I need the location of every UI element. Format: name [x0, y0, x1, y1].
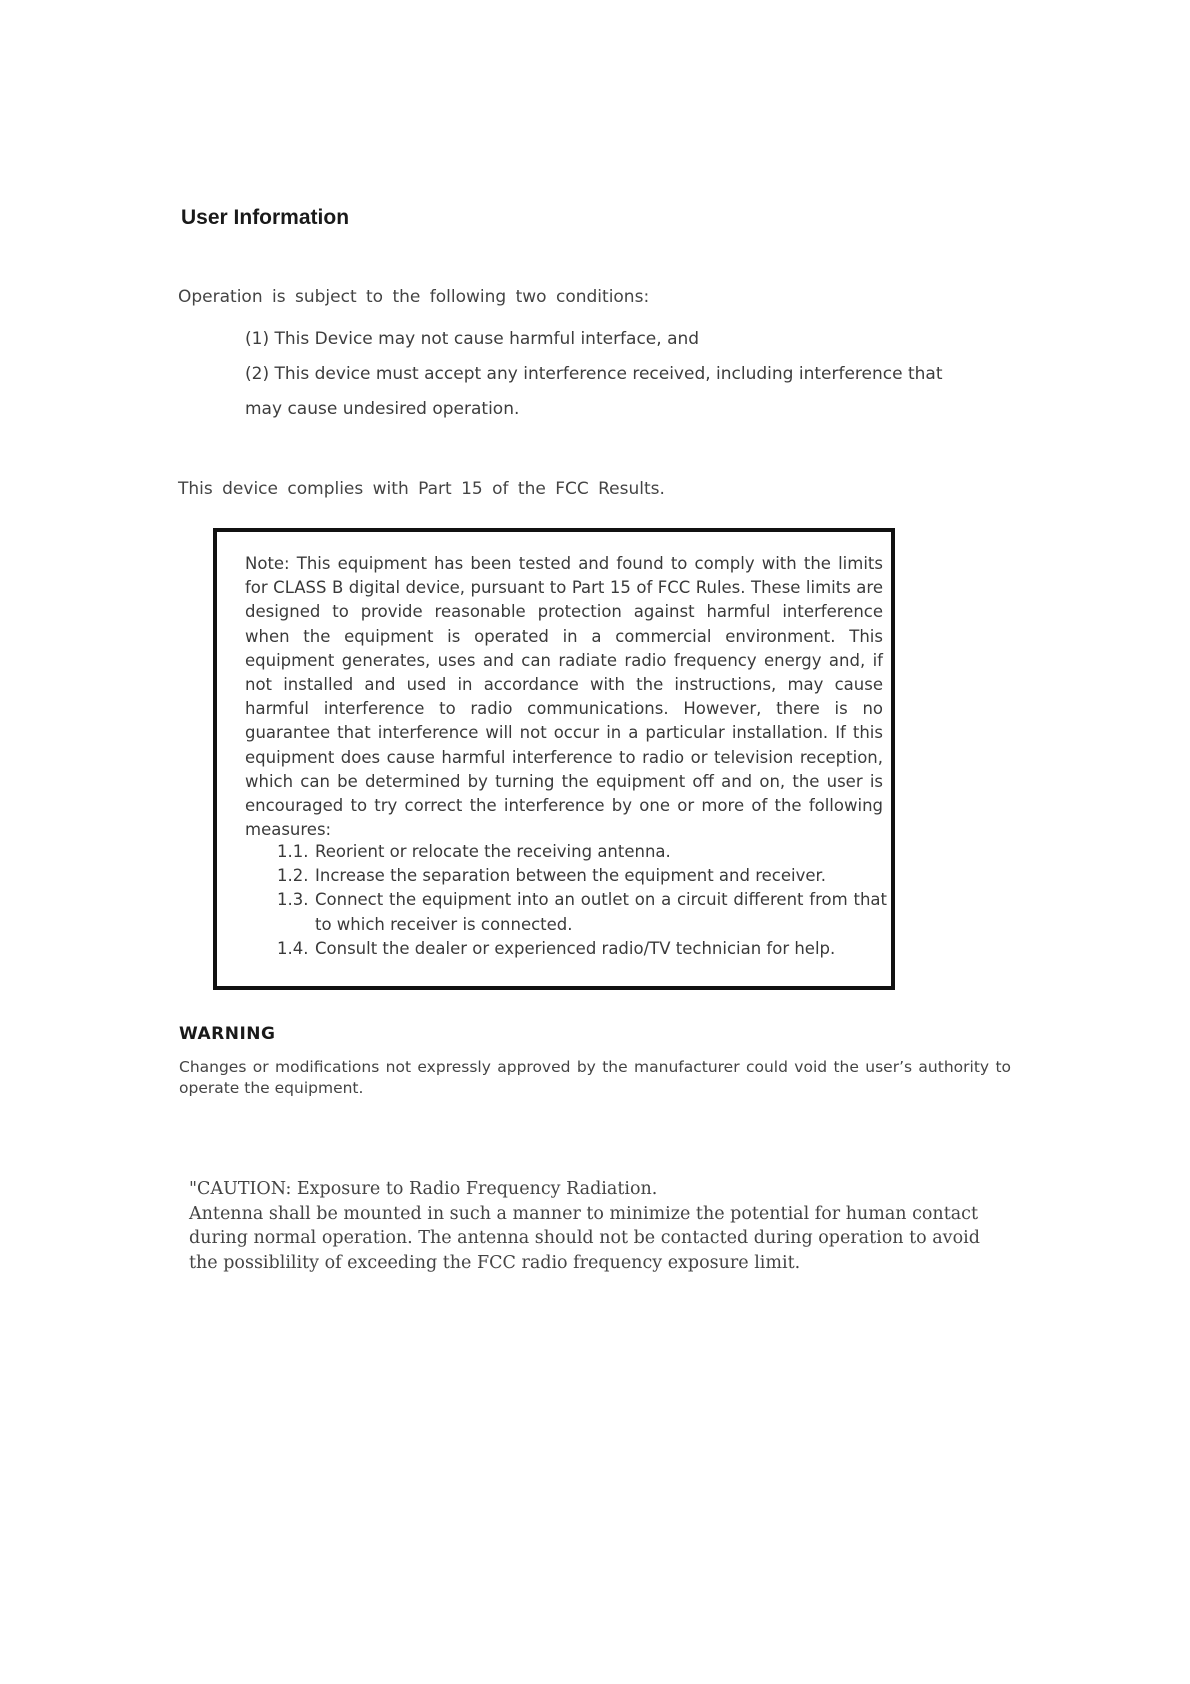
conditions-intro: Operation is subject to the following two conditions: — [178, 287, 650, 307]
measure-number: 1.2. — [277, 866, 309, 886]
measure-text: Increase the separation between the equipment and receiver. — [315, 866, 827, 886]
condition-2: (2) This device must accept any interference received, including interference that — [245, 364, 943, 384]
rf-caution-statement — [189, 1177, 999, 1275]
warning-heading: WARNING — [179, 1024, 276, 1044]
caution-heading: "CAUTION: Exposure to Radio Frequency Radiation. — [189, 1179, 658, 1199]
measure-number: 1.1. — [277, 842, 309, 861]
measure-text: Reorient or relocate the receiving antenna. — [315, 842, 671, 861]
warning-text: Changes or modifications not expressly approved by the manufacturer could void the user’s authority to operate the equipment. — [179, 1058, 1011, 1097]
measure-text: Connect the equipment into an outlet on a circuit different from that to which receiver is connected. — [315, 890, 887, 934]
measure-item — [277, 840, 887, 864]
measure-item — [277, 888, 887, 936]
fcc-compliance-statement: This device complies with Part 15 of the FCC Results. — [178, 479, 665, 499]
measure-text: Consult the dealer or experienced radio/TV technician for help. — [315, 938, 836, 958]
measure-item — [277, 937, 887, 961]
measures-list — [277, 840, 887, 961]
fcc-note-paragraph: Note: This equipment has been tested and found to comply with the limits for CLASS B digital device, pursuant to Part 15 of FCC Rules. These limits are designed to provide reasonable protection against harmful interference when the equipment is operated in a commercial environment. This equipment generates, uses and can radiate radio frequency energy and, if not installed and used in accordance with the instructions, may cause harmful interference to radio communications. However, there is no guarantee that interference will not occur in a particular installation. If this equipment does cause harmful interference to radio or television reception, which can be determined by turning the equipment off and on, the user is encouraged to try correct the interference by one or more of the following measures: — [245, 554, 883, 840]
page-title: User Information — [181, 206, 350, 229]
measure-item — [277, 864, 887, 888]
measure-number: 1.3. — [277, 890, 309, 910]
condition-2-continued: may cause undesired operation. — [245, 399, 520, 419]
measure-number: 1.4. — [277, 938, 309, 958]
fcc-note-box — [213, 528, 895, 990]
caution-body: Antenna shall be mounted in such a manner to minimize the potential for human contact during normal operation. The antenna should not be contacted during operation to avoid the possiblility of exceeding the FCC radio frequency exposure limit. — [189, 1203, 980, 1273]
condition-1: (1) This Device may not cause harmful interface, and — [245, 329, 700, 349]
